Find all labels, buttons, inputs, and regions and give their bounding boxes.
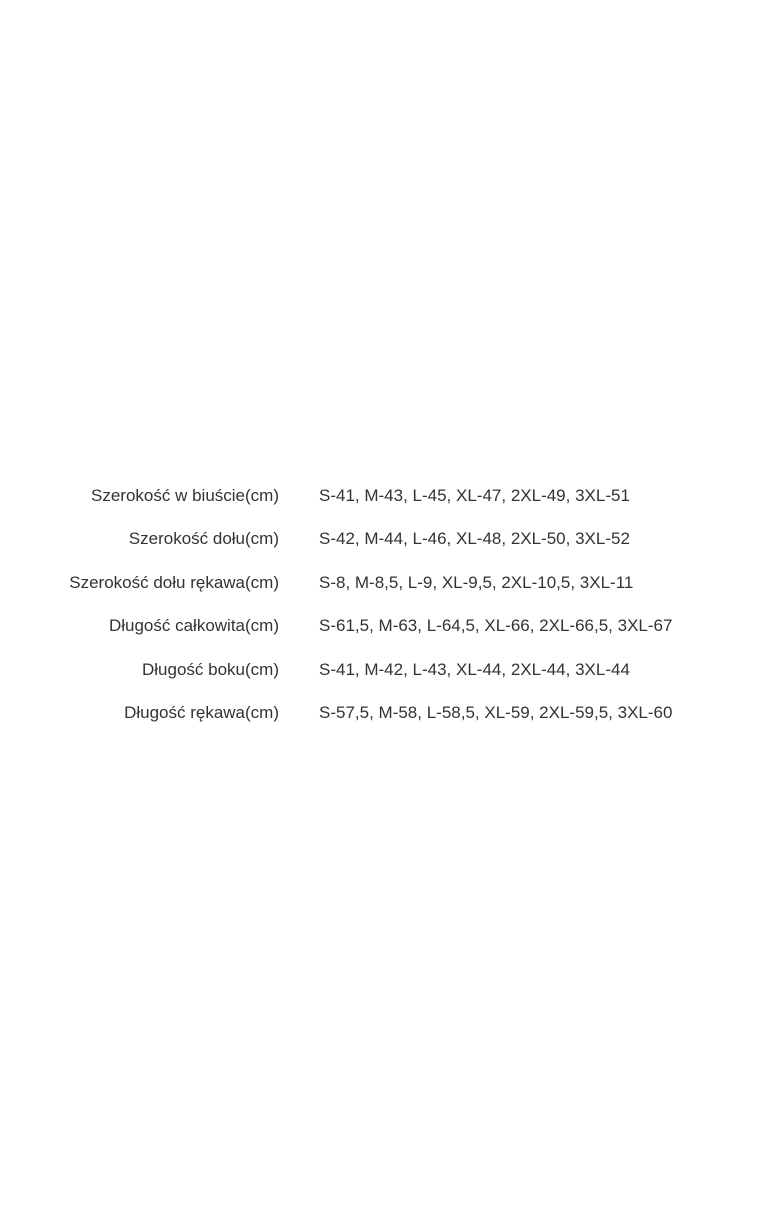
size-row-total-length — [0, 605, 780, 649]
size-row-sleeve-length — [0, 692, 780, 736]
size-row-label: Długość całkowita(cm) — [108, 616, 279, 636]
size-row-label: Szerokość dołu(cm) — [128, 529, 279, 549]
size-row-values: S-8, M-8,5, L-9, XL-9,5, 2XL-10,5, 3XL-11 — [319, 572, 634, 592]
size-row-values: S-41, M-43, L-45, XL-47, 2XL-49, 3XL-51 — [319, 485, 630, 505]
size-table — [0, 474, 780, 735]
size-row-side-length — [0, 648, 780, 692]
size-row-label: Szerokość w biuście(cm) — [91, 485, 279, 505]
size-row-hem-width — [0, 518, 780, 562]
size-row-label: Długość rękawa(cm) — [124, 703, 279, 723]
size-row-values: S-42, M-44, L-46, XL-48, 2XL-50, 3XL-52 — [319, 529, 630, 549]
size-row-values: S-41, M-42, L-43, XL-44, 2XL-44, 3XL-44 — [319, 659, 630, 679]
size-row-label: Długość boku(cm) — [142, 659, 279, 679]
size-row-values: S-57,5, M-58, L-58,5, XL-59, 2XL-59,5, 3XL-60 — [319, 703, 673, 723]
size-row-sleeve-hem-width — [0, 561, 780, 605]
size-row-label: Szerokość dołu rękawa(cm) — [69, 572, 279, 592]
size-row-bust-width — [0, 474, 780, 518]
size-row-values: S-61,5, M-63, L-64,5, XL-66, 2XL-66,5, 3XL-67 — [319, 616, 673, 636]
